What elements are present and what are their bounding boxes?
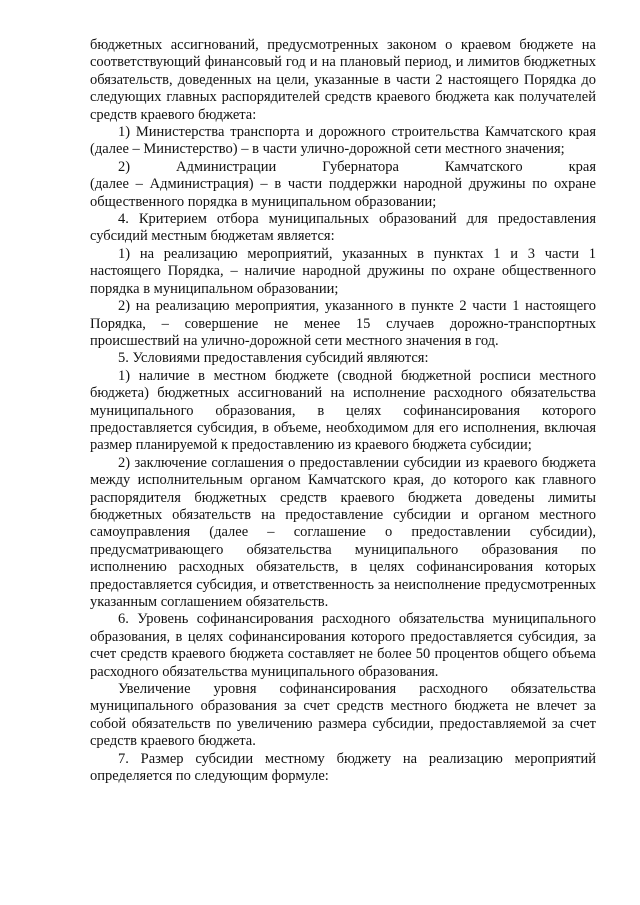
paragraph-cofinancing-increase: Увеличение уровня софинансирования расходного обязательства муниципального образования за счет средств местного бюджета не влечет за собой обязательств по увеличению размера субсидии, предоставляемой за счет средств краевого бюджета. bbox=[90, 681, 596, 750]
paragraph-section-6-cofinancing: 6. Уровень софинансирования расходного обязательства муниципального образования, в целях софинансирования которого предоставляется субсидия, за счет средств краевого бюджета составляет не более 50 процентов общего объема расходного обязательства муниципального образования. bbox=[90, 611, 596, 680]
paragraph-section-7-formula: 7. Размер субсидии местному бюджету на реализацию мероприятий определяется по следующим формуле: bbox=[90, 750, 596, 785]
paragraph-condition-1: 1) наличие в местном бюджете (сводной бюджетной росписи местного бюджета) бюджетных ассигнований на исполнение расходного обязательства муниципального образования, в целях софинансирования которого предоставляется субсидия, в объеме, необходимом для его исполнения, включая размер планируемой к предоставлению из краевого бюджета субсидии; bbox=[90, 367, 596, 454]
paragraph-criterion-2: 2) на реализацию мероприятия, указанного в пункте 2 части 1 настоящего Порядка, – совершение не менее 15 случаев дорожно-транспортных происшествий на улично-дорожной сети местного значения в год. bbox=[90, 298, 596, 349]
document-page bbox=[90, 37, 596, 785]
paragraph-item-administration-continuation: (далее – Администрация) – в части поддержки народной дружины по охране общественного порядка в муниципальном образовании; bbox=[90, 176, 596, 210]
paragraph-section-4-criterion: 4. Критерием отбора муниципальных образований для предоставления субсидий местным бюджетам является: bbox=[90, 211, 596, 245]
paragraph-item-administration-line: 2) Администрации Губернатора Камчатского края bbox=[118, 158, 596, 175]
paragraph-section-5-conditions: 5. Условиями предоставления субсидий являются: bbox=[118, 350, 429, 367]
paragraph-condition-2: 2) заключение соглашения о предоставлении субсидии из краевого бюджета между исполнительным органом Камчатского края, до которого как главного распорядителя бюджетных средств краевого бюджета доведены лимиты бюджетных обязательств на предоставление субсидии и органом местного самоуправления (далее – соглашение о предоставлении субсидии), предусматривающего обязательства муниципального образования по исполнению расходных обязательств, в целях софинансирования которых предоставляется субсидия, и ответственность за неисполнение предусмотренных указанным соглашением обязательств. bbox=[90, 454, 596, 610]
paragraph-budget-allocations: бюджетных ассигнований, предусмотренных законом о краевом бюджете на соответствующий финансовый год и на плановый период, и лимитов бюджетных обязательств, доведенных на цели, указанные в части 2 настоящего Порядка до следующих главных распорядителей средств краевого бюджета как получателей средств краевого бюджета: bbox=[90, 37, 596, 123]
paragraph-criterion-1: 1) на реализацию мероприятий, указанных в пунктах 1 и 3 части 1 настоящего Порядка, – наличие народной дружины по охране общественного порядка в муниципальном образовании; bbox=[90, 245, 596, 297]
paragraph-item-ministry: 1) Министерства транспорта и дорожного строительства Камчатского края (далее – Министерство) – в части улично-дорожной сети местного значения; bbox=[90, 124, 596, 158]
